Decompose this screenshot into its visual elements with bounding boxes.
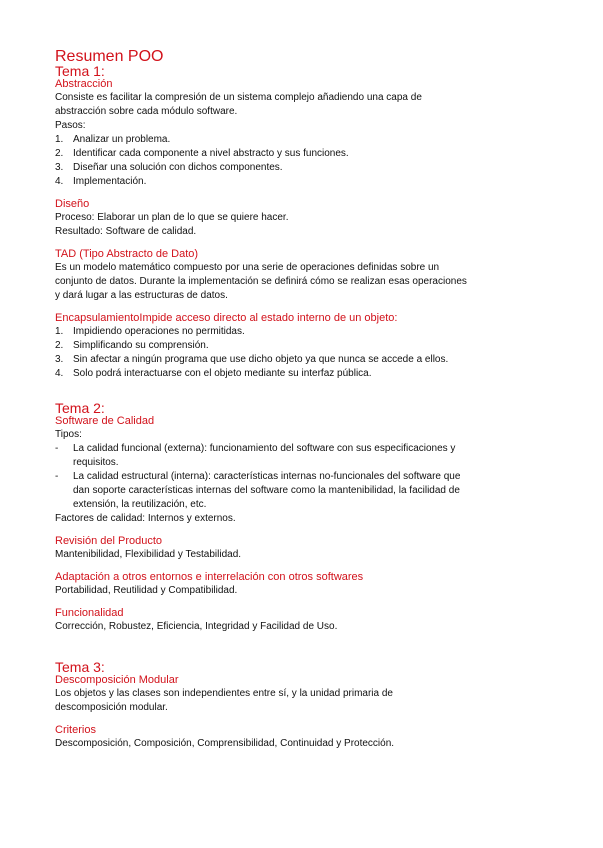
criterios-heading: Criterios [55,724,96,736]
adaptacion-heading: Adaptación a otros entornos e interrelación con otros softwares [55,571,364,583]
list-item-text: Identificar cada componente a nivel abstracto y sus funciones. [73,148,349,159]
encapsulamiento-heading: EncapsulamientoImpide acceso directo al estado interno de un objeto: [55,312,398,324]
list-item-text: Implementación. [73,176,147,187]
tema-2-heading: Tema 2: [55,400,105,416]
funcionalidad-text: Corrección, Robustez, Eficiencia, Integridad y Facilidad de Uso. [55,621,338,632]
list-item [55,147,555,161]
factores-calidad: Factores de calidad: Internos y externos. [55,513,236,524]
tad-line-1: Es un modelo matemático compuesto por una serie de operaciones definidas sobre un [55,262,440,273]
list-item-text: Analizar un problema. [73,134,171,145]
tema-1-heading: Tema 1: [55,63,105,79]
list-item [55,325,555,339]
revision-heading: Revisión del Producto [55,535,163,547]
abstraccion-text-line-1: Consiste es facilitar la compresión de un sistema complejo añadiendo una capa de [55,92,422,103]
list-item [55,161,555,175]
tema-3-heading: Tema 3: [55,659,105,675]
list-number: 3. [55,354,64,365]
list-item [55,367,555,381]
list-number: 1. [55,134,64,145]
list-item [55,133,555,147]
tipos-label: Tipos: [55,429,82,440]
revision-text: Mantenibilidad, Flexibilidad y Testabilidad. [55,549,242,560]
list-number: 2. [55,148,64,159]
list-number: 4. [55,176,64,187]
list-item-line: requisitos. [73,457,119,468]
diseno-line-1: Proceso: Elaborar un plan de lo que se quiere hacer. [55,212,289,223]
tad-line-3: y dará lugar a las estructuras de datos. [55,290,228,301]
dash-bullet: - [55,443,59,454]
descomposicion-heading: Descomposición Modular [55,674,179,686]
software-calidad-heading: Software de Calidad [55,415,155,427]
tipos-list [55,442,555,512]
descomposicion-line-1: Los objetos y las clases son independientes entre sí, y la unidad primaria de [55,688,393,699]
list-item-text: Sin afectar a ningún programa que use dicho objeto ya que nunca se accede a ellos. [73,354,449,365]
tad-heading: TAD (Tipo Abstracto de Dato) [55,248,199,260]
list-item-line: dan soporte características internas del software como la mantenibilidad, la facilidad de [73,485,460,496]
abstraccion-heading: Abstracción [55,78,113,90]
adaptacion-text: Portabilidad, Reutilidad y Compatibilidad. [55,585,238,596]
document-page [55,49,555,751]
abstraccion-text-line-2: abstracción sobre cada módulo software. [55,106,238,117]
pasos-label: Pasos: [55,120,86,131]
list-number: 4. [55,368,64,379]
list-item [55,470,555,512]
list-item [55,353,555,367]
list-item-line: extensión, la reutilización, etc. [73,499,207,510]
pasos-list [55,133,555,189]
list-number: 2. [55,340,64,351]
list-item-text: Diseñar una solución con dichos componentes. [73,162,283,173]
list-item [55,339,555,353]
diseno-line-2: Resultado: Software de calidad. [55,226,197,237]
criterios-text: Descomposición, Composición, Comprensibilidad, Continuidad y Protección. [55,738,395,749]
list-item-text: Simplificando su comprensión. [73,340,209,351]
list-item-line: La calidad estructural (interna): características internas no-funcionales del software que [73,471,461,482]
list-item-text: Solo podrá interactuarse con el objeto mediante su interfaz pública. [73,368,372,379]
diseno-heading: Diseño [55,198,90,210]
list-number: 1. [55,326,64,337]
funcionalidad-heading: Funcionalidad [55,607,124,619]
list-item [55,442,555,470]
tad-line-2: conjunto de datos. Durante la implementación se definirá cómo se realizan esas operaciones [55,276,467,287]
dash-bullet: - [55,471,59,482]
list-item-line: La calidad funcional (externa): funcionamiento del software con sus especificaciones y [73,443,456,454]
encapsulamiento-list [55,325,555,381]
document-title: Resumen POO [55,48,164,65]
list-number: 3. [55,162,64,173]
list-item-text: Impidiendo operaciones no permitidas. [73,326,245,337]
list-item [55,175,555,189]
descomposicion-line-2: descomposición modular. [55,702,168,713]
